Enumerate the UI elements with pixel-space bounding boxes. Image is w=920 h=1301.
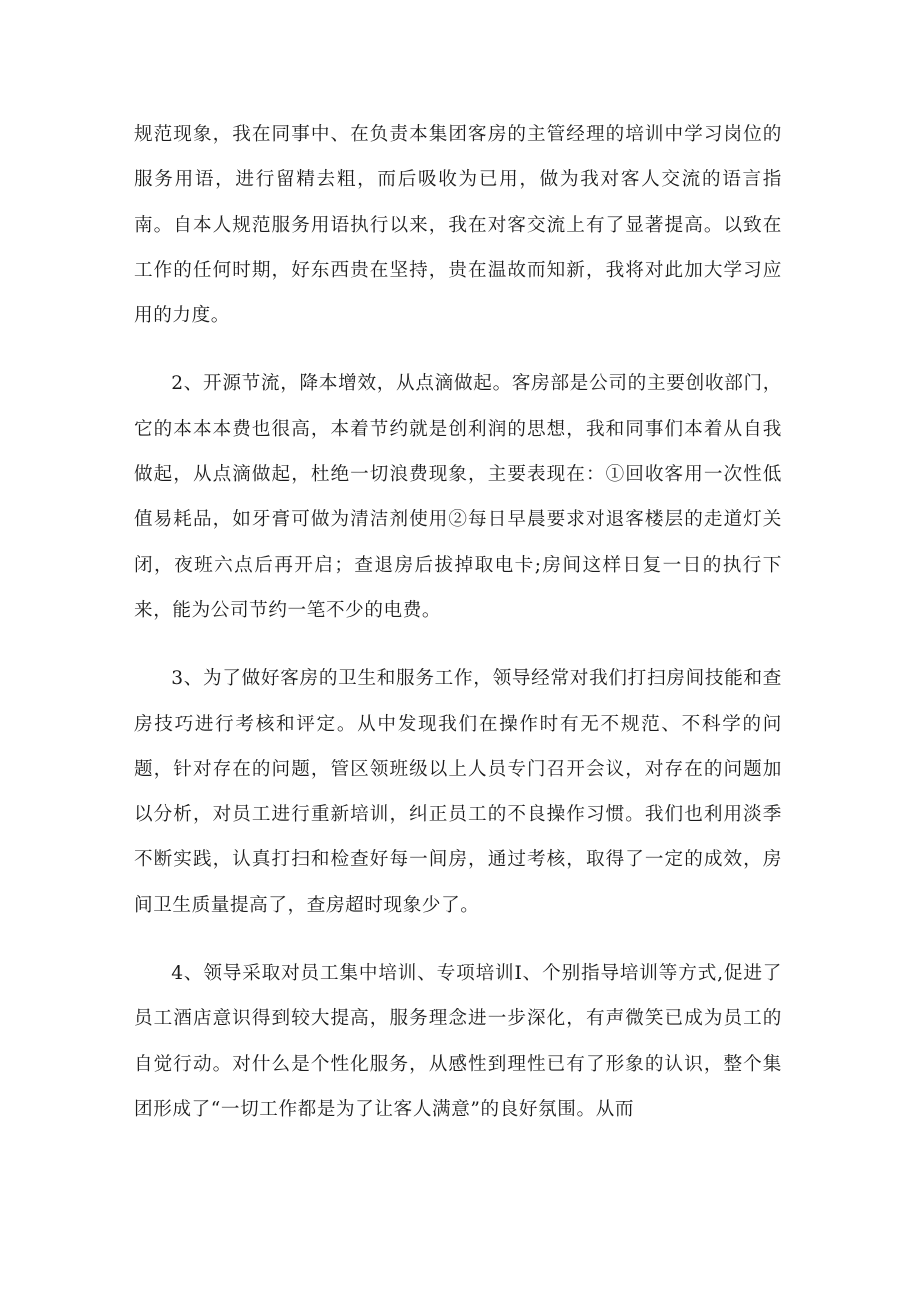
paragraph-item-2: 2、开源节流，降本增效，从点滴做起。客房部是公司的主要创收部门，它的本本本费也很高，本着节约就是创利润的思想，我和同事们本着从自我做起，从点滴做起，杜绝一切浪费现象，主要表现在：①回收客用一次性低值易耗品，如牙膏可做为清洁剂使用②每日早晨要求对退客楼层的走道灯关闭，夜班六点后再开启；查退房后拔掉取电卡;房间这样日复一日的执行下来，能为公司节约一笔不少的电费。: [134, 373, 782, 621]
paragraph-item-4: 4、领导采取对员工集中培训、专项培训I、个别指导培训等方式,促进了员工酒店意识得到较大提高，服务理念进一步深化，有声微笑已成为员工的自觉行动。对什么是个性化服务，从感性到理性已有了形象的认识，整个集团形成了“一切工作都是为了让客人满意”的良好氛围。从而: [134, 963, 782, 1120]
document-body: [134, 112, 782, 1155]
paragraph-continuation: 规范现象，我在同事中、在负责本集团客房的主管经理的培训中学习岗位的服务用语，进行留精去粗，而后吸收为已用，做为我对客人交流的语言指南。自本人规范服务用语执行以来，我在对客交流上有了显著提高。以致在工作的任何时期，好东西贵在坚持，贵在温故而知新，我将对此加大学习应用的力度。: [134, 124, 782, 327]
paragraph-item-3: 3、为了做好客房的卫生和服务工作，领导经常对我们打扫房间技能和查房技巧进行考核和评定。从中发现我们在操作时有无不规范、不科学的问题，针对存在的问题，管区领班级以上人员专门召开会议，对存在的问题加以分析，对员工进行重新培训，纠正员工的不良操作习惯。我们也利用淡季不断实践，认真打扫和检查好每一间房，通过考核，取得了一定的成效，房间卫生质量提高了，查房超时现象少了。: [134, 668, 782, 916]
